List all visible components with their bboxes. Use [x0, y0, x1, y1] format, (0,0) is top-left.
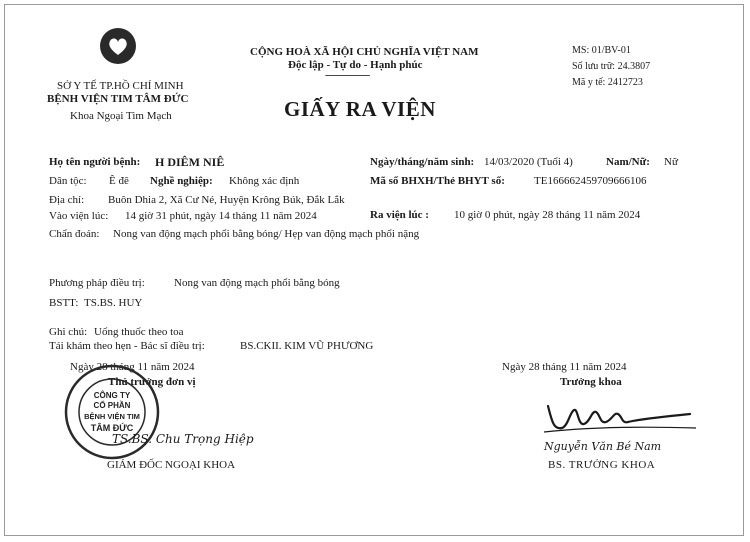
treatment-value: Nong van động mạch phổi bằng bóng — [174, 277, 340, 289]
document-title: GIẤY RA VIỆN — [284, 97, 436, 121]
sex-label: Nam/Nữ: — [606, 156, 650, 168]
hospital-name: BỆNH VIỆN TIM TÂM ĐỨC — [47, 93, 189, 105]
patient-name-label: Họ tên người bệnh: — [49, 156, 141, 168]
address-value: Buôn Dhia 2, Xã Cư Né, Huyện Krông Búk, Đắk Lắk — [108, 194, 345, 206]
discharge-label: Ra viện lúc : — [370, 209, 429, 221]
follow-up-doctor: BS.CKII. KIM VŨ PHƯƠNG — [240, 340, 374, 352]
follow-up-label: Tái khám theo hẹn - Bác sĩ điều trị: — [49, 340, 205, 352]
left-signer-title: GIÁM ĐỐC NGOẠI KHOA — [107, 459, 236, 471]
right-signer-title: BS. TRƯỞNG KHOA — [548, 459, 656, 471]
hospital-stamp — [62, 362, 162, 462]
insurance-label: Mã số BHXH/Thẻ BHYT số: — [370, 175, 505, 187]
right-sign-role: Trưởng khoa — [560, 376, 622, 388]
national-motto: Độc lập - Tự do - Hạnh phúc — [288, 59, 423, 71]
admission-label: Vào viện lúc: — [49, 210, 109, 222]
note-label: Ghi chú: — [49, 326, 88, 338]
insurance-number: TE166662459709666106 — [534, 175, 647, 187]
health-dept-name: SỞ Y TẾ TP.HỒ CHÍ MINH — [57, 80, 184, 92]
motto-divider: ------------------- — [325, 70, 370, 81]
admission-time: 14 giờ 31 phút, ngày 14 tháng 11 năm 2024 — [125, 210, 317, 222]
note-value: Uống thuốc theo toa — [94, 326, 184, 338]
occupation-label: Nghề nghiệp: — [150, 175, 213, 187]
left-signer-name: TS.BS. Chu Trọng Hiệp — [112, 432, 254, 446]
attending-doctor: TS.BS. HUY — [84, 297, 143, 309]
ethnicity-value: Ê đê — [109, 175, 129, 187]
signature-scribble — [540, 392, 700, 440]
stamp-line-1: CÔNG TY — [93, 391, 131, 400]
treatment-label: Phương pháp điều trị: — [49, 277, 145, 289]
sex-value: Nữ — [664, 156, 678, 168]
occupation-value: Không xác định — [229, 175, 300, 187]
heart-logo-icon — [98, 26, 138, 66]
left-sign-date: Ngày 28 tháng 11 năm 2024 — [70, 361, 195, 373]
discharge-time: 10 giờ 0 phút, ngày 28 tháng 11 năm 2024 — [454, 209, 641, 221]
form-code: MS: 01/BV-01 — [572, 45, 631, 56]
stamp-line-2: CỔ PHẦN — [93, 401, 131, 410]
dob-label: Ngày/tháng/năm sinh: — [370, 156, 475, 168]
stamp-line-4: TÂM ĐỨC — [90, 423, 134, 433]
country-name: CỘNG HOÀ XÃ HỘI CHỦ NGHĨA VIỆT NAM — [250, 46, 479, 58]
ethnicity-label: Dân tộc: — [49, 175, 87, 187]
right-signer-name: Nguyễn Văn Bé Nam — [544, 440, 662, 453]
left-sign-role: Thủ trưởng đơn vị — [108, 376, 196, 388]
diagnosis-label: Chẩn đoán: — [49, 228, 100, 240]
record-number: Số lưu trữ: 24.3807 — [572, 61, 651, 72]
patient-name: H DIÊM NIÊ — [155, 155, 225, 169]
department-name: Khoa Ngoại Tim Mạch — [70, 110, 172, 122]
attending-doctor-label: BSTT: — [49, 297, 79, 309]
dob-value: 14/03/2020 (Tuổi 4) — [484, 156, 573, 168]
address-label: Địa chỉ: — [49, 194, 85, 206]
diagnosis-value: Nong van động mạch phổi bằng bóng/ Hẹp van động mạch phổi nặng — [113, 228, 420, 240]
stamp-line-3: BỆNH VIỆN TIM — [84, 412, 140, 421]
medical-code: Mã y tế: 2412723 — [572, 77, 643, 88]
right-sign-date: Ngày 28 tháng 11 năm 2024 — [502, 361, 627, 373]
